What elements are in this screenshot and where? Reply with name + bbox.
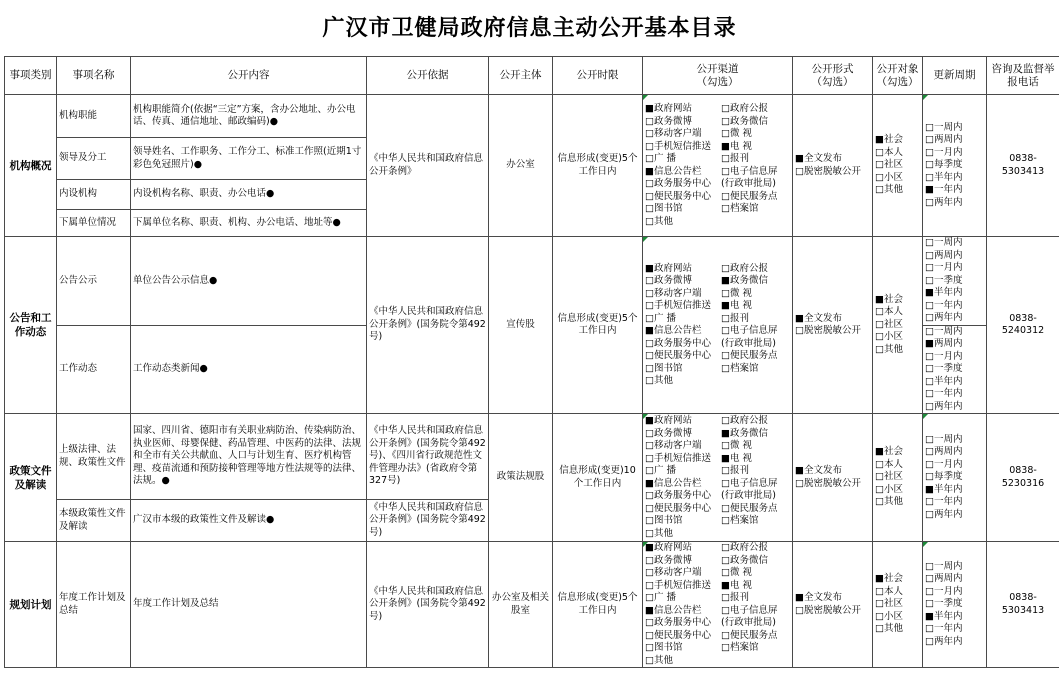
option-item: □一年内 (925, 496, 963, 508)
option-item: □电子信息屏 (721, 165, 778, 177)
header-time: 公开时限 (553, 57, 643, 95)
option-item: □两周内 (925, 573, 963, 585)
option-item: ■全文发布 (795, 592, 842, 603)
option-item: ■一年内 (925, 184, 963, 196)
option-item: ■全文发布 (795, 312, 842, 324)
item-content: 广汉市本级的政策性文件及解读● (131, 500, 367, 542)
item-content: 机构职能简介(依据“三定”方案，含办公地址、办公电话、传真、通信地址、邮政编码)● (131, 95, 367, 138)
item-name: 上级法律、法规、政策性文件 (57, 414, 131, 500)
option-item: □其他 (875, 623, 903, 635)
header-form: 公开形式 （勾选） (793, 57, 873, 95)
category-cell: 规划计划 (5, 542, 57, 668)
option-item: □一周内 (925, 325, 963, 337)
option-item: □一月内 (925, 146, 963, 158)
option-item: □社区 (875, 598, 903, 610)
option-item: ■半年内 (925, 610, 963, 622)
option-item: □政务服务中心 (645, 337, 711, 349)
option-item: ■信息公告栏 (645, 477, 702, 489)
category-cell: 公告和工作动态 (5, 237, 57, 414)
option-item: □档案馆 (721, 642, 759, 653)
option-item: ■两周内 (925, 338, 963, 349)
option-item: □报刊 (721, 465, 749, 476)
option-item: □政务微信 (721, 554, 768, 566)
option-item: □政务微博 (645, 275, 692, 286)
category-cell: 机构概况 (5, 95, 57, 237)
option-item: □小区 (875, 331, 903, 343)
option-item: □报刊 (721, 153, 749, 164)
option-item: □图书馆 (645, 642, 683, 653)
option-item: □手机短信推送 (645, 140, 711, 152)
cycle-cell (923, 95, 987, 237)
channel-cell (643, 542, 793, 668)
channel-cell (643, 237, 793, 414)
option-item: (行政审批局) (721, 490, 776, 501)
option-item: (行政审批局) (721, 337, 776, 349)
option-item: □一年内 (925, 623, 963, 635)
option-item: □一月内 (925, 350, 963, 362)
option-item: □一年内 (925, 388, 963, 399)
option-item: □报刊 (721, 312, 749, 324)
option-item: □社区 (875, 159, 903, 171)
header-basis: 公开依据 (367, 57, 489, 95)
option-item: □其他 (645, 527, 673, 539)
form-cell (793, 95, 873, 237)
option-item: □便民服务点 (721, 502, 778, 514)
option-item: □图书馆 (645, 515, 683, 526)
option-item: □社区 (875, 471, 903, 483)
item-name: 本级政策性文件及解读 (57, 500, 131, 542)
table-row (5, 542, 1059, 668)
phone-cell: 0838-5303413 (987, 542, 1059, 668)
option-item: □其他 (645, 215, 673, 227)
item-content: 领导姓名、工作职务、工作分工、标准工作照(近期1寸彩色免冠照片)● (131, 138, 367, 180)
table-row (5, 95, 1059, 138)
catalog-table (4, 56, 1059, 668)
option-item: □政府公报 (721, 103, 768, 114)
option-item: □政府公报 (721, 262, 768, 274)
option-item: □便民服务点 (721, 190, 778, 202)
option-item: □政府公报 (721, 542, 768, 553)
option-item: (行政审批局) (721, 617, 776, 628)
option-item: □电子信息屏 (721, 325, 778, 336)
option-item: □手机短信推送 (645, 579, 711, 591)
cycle-cell (923, 542, 987, 668)
option-item: ■政府网站 (645, 542, 692, 553)
option-item: ■电 视 (721, 452, 752, 464)
basis-cell: 《中华人民共和国政府信息公开条例》(国务院令第492号)、《四川省行政规范性文件管理办法》(省政府令第327号) (367, 414, 489, 500)
category-cell: 政策文件及解读 (5, 414, 57, 542)
option-item: □政府公报 (721, 415, 768, 426)
time-cell: 信息形成(变更)5个工作日内 (553, 95, 643, 237)
option-item: ■社会 (875, 446, 903, 458)
cycle-cell (923, 414, 987, 542)
option-item: □政务服务中心 (645, 490, 711, 501)
item-content: 国家、四川省、德阳市有关职业病防治、传染病防治、执业医师、母婴保健、药品管理、中医药的法律、法规和全市有关公共献血、人口与计划生育、医疗机构管理、疫苗流通和预防接种管理等地方性法规等的法律、法规。● (131, 414, 367, 500)
item-content: 年度工作计划及总结 (131, 542, 367, 668)
option-item: □微 视 (721, 440, 752, 451)
form-cell (793, 237, 873, 414)
option-item: □电子信息屏 (721, 604, 778, 616)
option-item: □广 播 (645, 312, 676, 324)
header-subject: 公开主体 (489, 57, 553, 95)
header-category: 事项类别 (5, 57, 57, 95)
option-item: □一季度 (925, 598, 963, 610)
option-item: □两周内 (925, 249, 963, 261)
option-item: □一周内 (925, 237, 963, 248)
item-content: 内设机构名称、职责、办公电话● (131, 180, 367, 210)
option-item: (行政审批局) (721, 178, 776, 189)
option-item: □便民服务点 (721, 350, 778, 361)
item-content: 下属单位名称、职责、机构、办公电话、地址等● (131, 210, 367, 237)
option-item: □一季度 (925, 363, 963, 374)
subject-cell: 政策法规股 (489, 414, 553, 542)
option-item: ■社会 (875, 573, 903, 585)
option-item: □广 播 (645, 592, 676, 603)
header-row (5, 57, 1059, 95)
page-title: 广汉市卫健局政府信息主动公开基本目录 (322, 15, 737, 41)
option-item: □脱密脱敏公开 (795, 604, 861, 616)
table-row (5, 414, 1059, 500)
option-item: □其他 (645, 654, 673, 666)
option-item: □档案馆 (721, 515, 759, 526)
basis-cell: 《中华人民共和国政府信息公开条例》(国务院令第492号) (367, 500, 489, 542)
object-cell (873, 542, 923, 668)
option-item: ■全文发布 (795, 153, 842, 164)
header-cycle: 更新周期 (923, 57, 987, 95)
option-item: □小区 (875, 483, 903, 495)
item-name: 工作动态 (57, 325, 131, 414)
option-item: ■半年内 (925, 483, 963, 495)
time-cell: 信息形成(变更)10个工作日内 (553, 414, 643, 542)
option-item: ■信息公告栏 (645, 604, 702, 616)
object-cell (873, 237, 923, 414)
option-item: ■信息公告栏 (645, 165, 702, 177)
option-item: □一月内 (925, 458, 963, 470)
item-name: 内设机构 (57, 180, 131, 210)
option-item: □本人 (875, 306, 903, 318)
time-cell: 信息形成(变更)5个工作日内 (553, 237, 643, 414)
option-item: □移动客户端 (645, 128, 702, 139)
object-cell (873, 95, 923, 237)
object-cell (873, 414, 923, 542)
option-item: □一周内 (925, 560, 963, 572)
option-item: □图书馆 (645, 362, 683, 374)
option-item: ■社会 (875, 134, 903, 146)
subject-cell: 办公室 (489, 95, 553, 237)
form-cell (793, 414, 873, 542)
option-item: □微 视 (721, 567, 752, 578)
option-item: □其他 (875, 496, 903, 508)
basis-cell: 《中华人民共和国政府信息公开条例》(国务院令第492号) (367, 542, 489, 668)
option-item: □微 视 (721, 287, 752, 299)
option-item: □广 播 (645, 465, 676, 476)
header-content: 公开内容 (131, 57, 367, 95)
option-item: □便民服务点 (721, 629, 778, 641)
option-item: □每季度 (925, 471, 963, 483)
item-name: 公告公示 (57, 237, 131, 326)
option-item: □便民服务中心 (645, 502, 711, 514)
option-item: □两年内 (925, 400, 963, 412)
option-item: □其他 (645, 375, 673, 386)
option-item: □小区 (875, 171, 903, 183)
option-item: □手机短信推送 (645, 300, 711, 311)
option-item: □半年内 (925, 375, 963, 387)
option-item: ■电 视 (721, 300, 752, 311)
basis-cell: 《中华人民共和国政府信息公开条例》(国务院令第492号) (367, 237, 489, 414)
option-item: □微 视 (721, 128, 752, 139)
option-item: □一周内 (925, 121, 963, 133)
option-item: □两周内 (925, 134, 963, 146)
channel-cell (643, 95, 793, 237)
option-item: □社区 (875, 318, 903, 330)
header-phone: 咨询及监督举报电话 (987, 57, 1059, 95)
option-item: □小区 (875, 610, 903, 622)
option-item: ■政府网站 (645, 415, 692, 426)
option-item: □每季度 (925, 159, 963, 171)
option-item: □两年内 (925, 508, 963, 520)
option-item: □其他 (875, 184, 903, 196)
option-item: □两年内 (925, 635, 963, 647)
option-item: □报刊 (721, 592, 749, 603)
option-item: □脱密脱敏公开 (795, 477, 861, 489)
option-item: □电子信息屏 (721, 477, 778, 489)
option-item: ■政务微信 (721, 427, 768, 439)
option-item: □政务微博 (645, 115, 692, 127)
table-row (5, 237, 1059, 326)
item-name: 领导及分工 (57, 138, 131, 180)
phone-cell: 0838-5230316 (987, 414, 1059, 542)
basis-cell: 《中华人民共和国政府信息公开条例》 (367, 95, 489, 237)
item-name: 机构职能 (57, 95, 131, 138)
item-name: 年度工作计划及总结 (57, 542, 131, 668)
option-item: □移动客户端 (645, 567, 702, 578)
option-item: ■全文发布 (795, 465, 842, 476)
option-item: □移动客户端 (645, 287, 702, 299)
header-object: 公开对象 （勾选） (873, 57, 923, 95)
option-item: ■政府网站 (645, 262, 692, 274)
option-item: ■政府网站 (645, 103, 692, 114)
option-item: □两年内 (925, 312, 963, 323)
option-item: □半年内 (925, 171, 963, 183)
option-item: □两周内 (925, 446, 963, 458)
option-item: ■政务微信 (721, 275, 768, 286)
cycle-cell (923, 237, 987, 326)
option-item: □本人 (875, 146, 903, 158)
option-item: □档案馆 (721, 203, 759, 214)
option-item: □政务微博 (645, 427, 692, 439)
cycle-cell (923, 325, 987, 414)
form-cell (793, 542, 873, 668)
option-item: □图书馆 (645, 203, 683, 214)
option-item: ■社会 (875, 293, 903, 305)
option-item: □一季度 (925, 274, 963, 286)
item-content: 单位公告公示信息● (131, 237, 367, 326)
option-item: ■电 视 (721, 140, 752, 152)
header-channel: 公开渠道 （勾选） (643, 57, 793, 95)
option-item: □一周内 (925, 433, 963, 445)
option-item: □移动客户端 (645, 440, 702, 451)
option-item: □本人 (875, 458, 903, 470)
option-item: □一月内 (925, 262, 963, 273)
subject-cell: 宣传股 (489, 237, 553, 414)
phone-cell: 0838-5303413 (987, 95, 1059, 237)
option-item: □政务微信 (721, 115, 768, 127)
option-item: ■信息公告栏 (645, 325, 702, 336)
option-item: □政务微博 (645, 554, 692, 566)
option-item: □一月内 (925, 585, 963, 597)
subject-cell: 办公室及相关股室 (489, 542, 553, 668)
option-item: □脱密脱敏公开 (795, 165, 861, 177)
option-item: □广 播 (645, 153, 676, 164)
option-item: □政务服务中心 (645, 178, 711, 189)
option-item: ■电 视 (721, 579, 752, 591)
option-item: □一年内 (925, 299, 963, 311)
option-item: □档案馆 (721, 362, 759, 374)
channel-cell (643, 414, 793, 542)
option-item: □政务服务中心 (645, 617, 711, 628)
option-item: □便民服务中心 (645, 629, 711, 641)
option-item: □两年内 (925, 196, 963, 208)
item-content: 工作动态类新闻● (131, 325, 367, 414)
time-cell: 信息形成(变更)5个工作日内 (553, 542, 643, 668)
option-item: □其他 (875, 343, 903, 355)
option-item: □本人 (875, 585, 903, 597)
header-item: 事项名称 (57, 57, 131, 95)
option-item: □便民服务中心 (645, 190, 711, 202)
option-item: ■半年内 (925, 287, 963, 298)
option-item: □手机短信推送 (645, 452, 711, 464)
option-item: □便民服务中心 (645, 350, 711, 361)
phone-cell: 0838-5240312 (987, 237, 1059, 414)
option-item: □脱密脱敏公开 (795, 325, 861, 336)
item-name: 下属单位情况 (57, 210, 131, 237)
